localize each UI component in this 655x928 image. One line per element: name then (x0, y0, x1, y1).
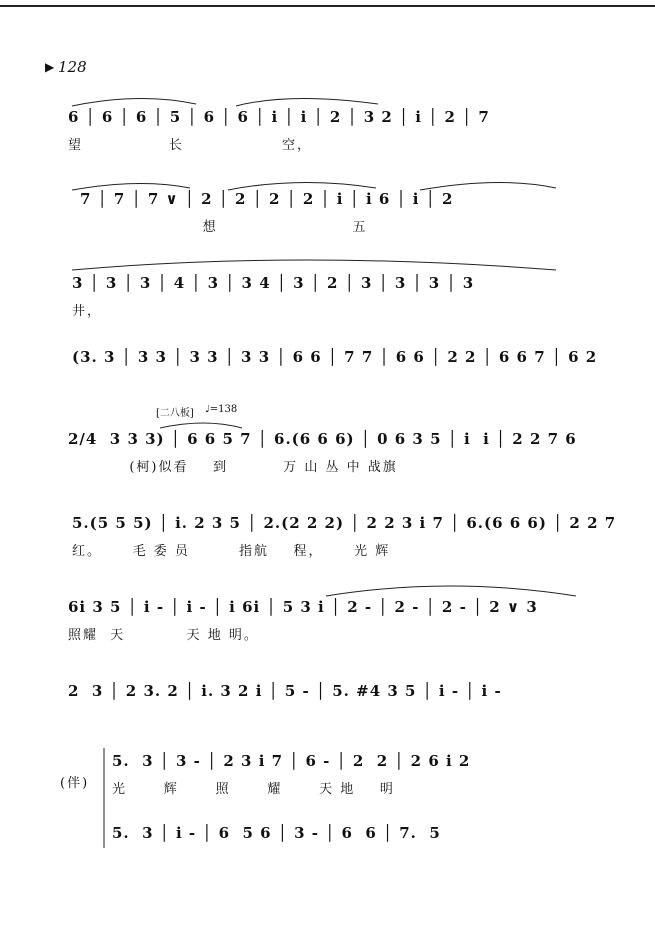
slur-7 (160, 423, 242, 428)
notes: 2/4 3 3 3) │ 6 6 5 7 │ 6.(6 6 6) │ 0 6 3 5 │ i i │ 2 2 7 6 (68, 430, 577, 448)
slur-3 (72, 183, 190, 190)
notes: 6i 3 5 │ i - │ i - │ i 6i │ 5 3 i │ 2 - │ 2 - │ 2 - │ 2 ∨ 3 (68, 598, 538, 616)
slur-4 (228, 182, 376, 190)
lyrics: 想 五 (80, 220, 368, 235)
slur-6 (72, 260, 556, 270)
lyrics: 井， (72, 304, 103, 319)
notes: 7 │ 7 │ 7 ∨ │ 2 │ 2 │ 2 │ 2 │ i │ i 6 │ i │ 2 (80, 190, 454, 208)
lyrics: 光 辉 照 耀 天 地 明 (112, 782, 395, 797)
notes: 3 │ 3 │ 3 │ 4 │ 3 │ 3 4 │ 3 │ 2 │ 3 │ 3 │ 3 │ 3 (72, 274, 475, 292)
lyrics: 望 长 空， (68, 138, 312, 153)
lyrics: (柯)似看 到 万 山 丛 中 战旗 (68, 460, 398, 475)
notes: 2 3 │ 2 3. 2 │ i. 3 2 i │ 5 - │ 5. #4 3 5 │ i - │ i - (68, 682, 502, 700)
slur-5 (420, 182, 556, 190)
notes: 6 │ 6 │ 6 │ 5 │ 6 │ 6 │ i │ i │ 2 │ 3 2 │ i │ 2 │ 7 (68, 108, 490, 126)
slur-2 (236, 98, 378, 106)
notes: 5. 3 │ 3 - │ 2 3 i 7 │ 6 - │ 2 2 │ 2 6 i 2 (112, 752, 471, 770)
banshi-label: [二八板] (156, 408, 194, 419)
page-marker-icon: ▶ (45, 60, 55, 74)
notes: 5. 3 │ i - │ 6 5 6 │ 3 - │ 6 6 │ 7. 5 (112, 824, 441, 842)
lyrics: 红。 毛 委 员 指航 程， 光 辉 (72, 544, 391, 559)
lyrics: 照耀 天 天 地 明。 (68, 628, 259, 643)
page-number: 128 (58, 58, 87, 76)
notes: (3. 3 │ 3 3 │ 3 3 │ 3 3 │ 6 6 │ 7 7 │ 6 6 │ 2 2 │ 6 6 7 │ 6 2 (72, 348, 598, 366)
slur-1 (72, 98, 196, 106)
accompaniment-label: (伴) (60, 776, 90, 791)
notes: 5.(5 5 5) │ i. 2 3 5 │ 2.(2 2 2) │ 2 2 3 i 7 │ 6.(6 6 6) │ 2 2 7 (72, 514, 617, 532)
slur-8 (326, 586, 576, 596)
tempo-marking: ♩=138 (205, 404, 238, 415)
